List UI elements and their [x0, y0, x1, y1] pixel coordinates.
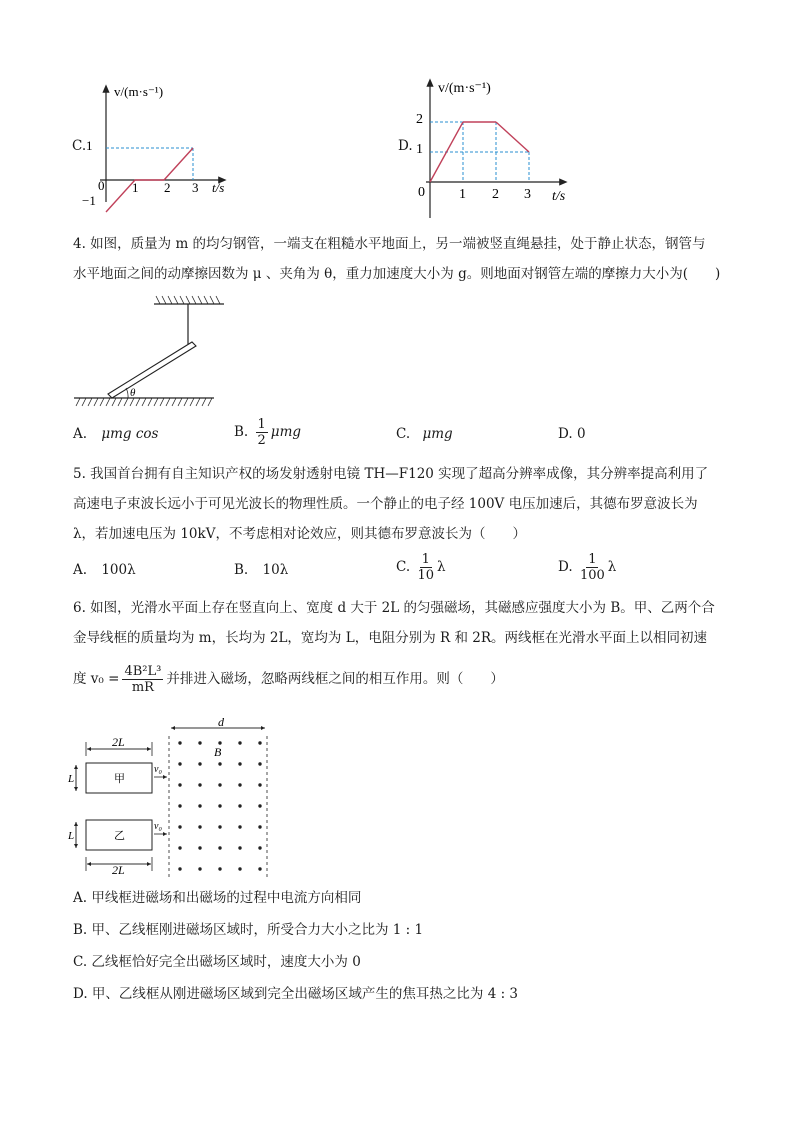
frame-yi-label: 乙 — [114, 830, 125, 842]
width-label-top: 2L — [112, 735, 125, 749]
x-tick-label: 0 — [418, 185, 425, 200]
field-dot — [218, 804, 221, 807]
width-label-bottom: 2L — [112, 863, 125, 877]
y-tick-label: 2 — [416, 112, 423, 127]
field-dot — [198, 825, 201, 828]
q5-option-b: B. 10λ — [234, 562, 289, 578]
field-dot — [238, 825, 241, 828]
field-dot — [238, 783, 241, 786]
field-dot — [198, 741, 201, 744]
field-dot — [178, 825, 181, 828]
q6-option-d: D. 甲、乙线框从刚进磁场区域到完全出磁场区域产生的焦耳热之比为 4 : 3 — [73, 986, 519, 1002]
y-tick-label: −1 — [82, 193, 96, 208]
field-dot — [198, 846, 201, 849]
q4-option-a: A. μmg cos — [73, 426, 159, 442]
field-dot — [218, 762, 221, 765]
b-label: B — [214, 745, 222, 759]
field-dot — [238, 846, 241, 849]
height-label-top: L — [68, 773, 75, 785]
q5-text-line3: λ，若加速电压为 10kV，不考虑相对论效应，则其德布罗意波长为（ ） — [73, 526, 526, 542]
q5-option-c: C. $\frac{1}{10}$ λ — [396, 552, 446, 583]
velocity-label: v₀ — [154, 821, 162, 832]
q6-text-line2: 金导线框的质量均为 m，长均为 2L，宽均为 L，电阻分别为 R 和 2R。两线框在光滑水平面上以相同初速 — [73, 630, 707, 646]
q6-text-line3: 度 v₀ = $\frac{\text{4B²L³}}{mR}$ 并排进入磁场，忽略两线框之间的相互作用。则（ ） — [73, 664, 504, 695]
field-dot — [198, 762, 201, 765]
field-dot — [258, 804, 261, 807]
field-dot — [258, 741, 261, 744]
field-dot — [238, 762, 241, 765]
velocity-graph-d — [414, 76, 594, 224]
x-tick-label: 1 — [132, 180, 139, 195]
field-dot — [218, 867, 221, 870]
field-dot — [178, 804, 181, 807]
field-dot — [178, 846, 181, 849]
x-tick-label: 3 — [192, 180, 199, 195]
field-dot — [258, 846, 261, 849]
y-tick-label: 1 — [86, 138, 93, 153]
field-dot — [178, 762, 181, 765]
field-dot — [178, 741, 181, 744]
field-dot — [238, 867, 241, 870]
x-tick-label: 3 — [524, 187, 531, 202]
y-axis-label: v/(m·s⁻¹) — [438, 81, 491, 96]
field-dot — [218, 825, 221, 828]
q6-text-line1: 6. 如图，光滑水平面上存在竖直向上、宽度 d 大于 2L 的匀强磁场，其磁感应强度大小为 B。甲、乙两个合 — [73, 600, 715, 616]
x-tick-label: 2 — [164, 180, 171, 195]
q5-text-line1: 5. 我国首台拥有自主知识产权的场发射透射电镜 TH—F120 实现了超高分辨率成像，其分辨率提高利用了 — [73, 466, 709, 482]
q4-option-d: D. 0 — [558, 426, 586, 442]
x-tick-label: 0 — [98, 178, 105, 193]
y-axis-label: v/(m·s⁻¹) — [114, 84, 164, 99]
field-dot — [198, 804, 201, 807]
q5-option-a: A. 100λ — [73, 562, 136, 578]
field-dot — [258, 762, 261, 765]
magnetic-field-figure — [68, 716, 278, 882]
field-dot — [218, 846, 221, 849]
q6-option-c: C. 乙线框恰好完全出磁场区域时，速度大小为 0 — [73, 954, 361, 970]
x-axis-label: t/s — [552, 189, 566, 204]
velocity-segment — [496, 122, 529, 152]
option-d-label: D. — [398, 138, 413, 154]
angle-label: θ — [130, 387, 136, 399]
q4-text-line1: 4. 如图，质量为 m 的均匀钢管，一端支在粗糙水平地面上，另一端被竖直绳悬挂，处于静止状态，钢管与 — [73, 236, 706, 252]
velocity-segment — [164, 148, 193, 180]
q4-text-line2: 水平地面之间的动摩擦因数为 μ 、夹角为 θ，重力加速度大小为 g。则地面对钢管左端的摩擦力大小为( ) — [73, 266, 721, 282]
x-axis-label: t/s — [212, 180, 225, 195]
field-dot — [198, 867, 201, 870]
q5-option-d: D. $\frac{1}{100}$ λ — [558, 552, 617, 583]
field-dot — [198, 783, 201, 786]
velocity-segment — [430, 122, 463, 182]
field-dot — [258, 783, 261, 786]
field-dot — [218, 783, 221, 786]
velocity-graph-c — [82, 80, 248, 210]
height-label-bottom: L — [68, 830, 75, 842]
y-tick-label: 1 — [416, 142, 423, 157]
field-dot — [258, 867, 261, 870]
field-dot — [258, 825, 261, 828]
q6-option-a: A. 甲线框进磁场和出磁场的过程中电流方向相同 — [73, 890, 362, 906]
frame-jia-label: 甲 — [114, 773, 125, 785]
field-dot — [218, 741, 221, 744]
option-c-label: C. — [72, 138, 87, 154]
field-dot — [238, 804, 241, 807]
velocity-label: v₀ — [154, 764, 162, 775]
field-dot — [238, 741, 241, 744]
d-label: d — [218, 715, 224, 729]
q4-option-b: B. $\frac{1}{2}$ μmg — [234, 417, 302, 448]
x-tick-label: 1 — [459, 187, 466, 202]
q6-option-b: B. 甲、乙线框刚进磁场区域时，所受合力大小之比为 1 : 1 — [73, 922, 424, 938]
field-dots — [178, 741, 261, 870]
steel-pipe — [108, 342, 196, 398]
q5-text-line2: 高速电子束波长远小于可见光波长的物理性质。一个静止的电子经 100V 电压加速后，其德布罗意波长为 — [73, 496, 698, 512]
q4-option-c: C. μmg — [396, 426, 453, 442]
field-dot — [178, 867, 181, 870]
velocity-segment — [106, 180, 135, 212]
field-dot — [178, 783, 181, 786]
x-tick-label: 2 — [492, 187, 499, 202]
steel-pipe-figure — [70, 292, 230, 408]
